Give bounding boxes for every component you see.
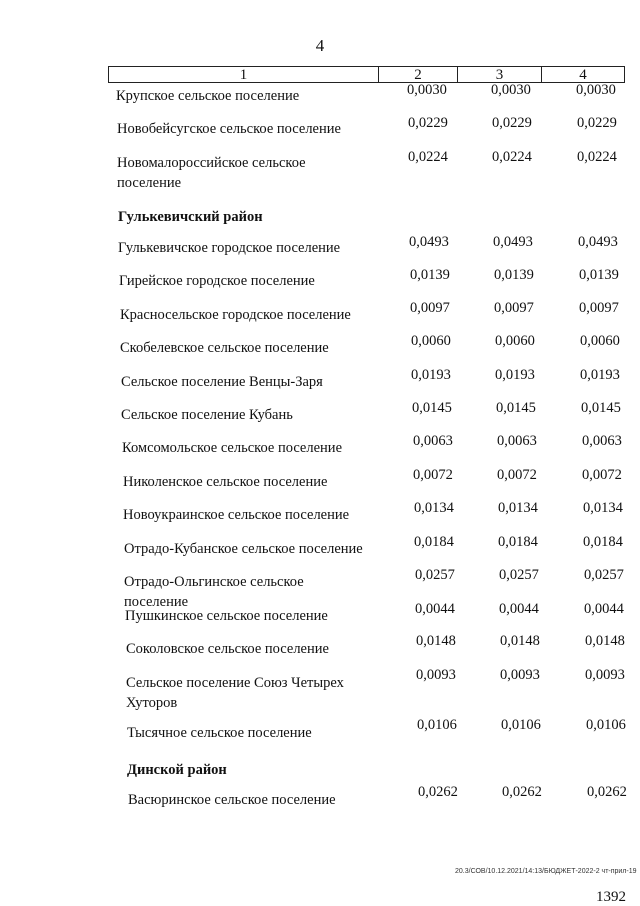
value-col-2: 0,0262 bbox=[418, 784, 458, 800]
settlement-name: Новоукраинское сельское поселение bbox=[123, 507, 350, 523]
settlement-name: Сельское поселение Союз Четырех Хуторов bbox=[126, 675, 344, 711]
value-col-2: 0,0257 bbox=[415, 567, 455, 583]
value-col-4: 0,0044 bbox=[584, 601, 624, 617]
value-col-4: 0,0193 bbox=[580, 367, 620, 383]
value-col-4: 0,0063 bbox=[582, 433, 622, 449]
value-col-2: 0,0097 bbox=[410, 300, 450, 316]
settlement-name: Васюринское сельское поселение bbox=[128, 792, 336, 808]
value-col-4: 0,0262 bbox=[587, 784, 627, 800]
page-number: 4 bbox=[315, 36, 325, 55]
sheet-number: 1392 bbox=[596, 889, 626, 905]
table-header bbox=[108, 66, 625, 83]
value-col-2: 0,0493 bbox=[409, 234, 449, 250]
value-col-4: 0,0072 bbox=[582, 467, 622, 483]
value-col-4: 0,0060 bbox=[580, 333, 620, 349]
header-col-3: 3 bbox=[458, 67, 542, 82]
value-col-2: 0,0060 bbox=[411, 333, 451, 349]
value-col-2: 0,0184 bbox=[414, 534, 454, 550]
settlement-name: Комсомольское сельское поселение bbox=[122, 440, 342, 456]
value-col-3: 0,0134 bbox=[498, 500, 538, 516]
section-heading: Гулькевичский район bbox=[118, 209, 263, 225]
section-heading: Динской район bbox=[127, 762, 227, 778]
settlement-name: Скобелевское сельское поселение bbox=[120, 340, 329, 356]
value-col-2: 0,0224 bbox=[408, 149, 448, 165]
value-col-4: 0,0030 bbox=[576, 82, 616, 98]
settlement-name: Сельское поселение Венцы-Заря bbox=[121, 374, 323, 390]
header-col-1: 1 bbox=[109, 67, 379, 82]
value-col-2: 0,0072 bbox=[413, 467, 453, 483]
settlement-name: Тысячное сельское поселение bbox=[127, 725, 312, 741]
value-col-3: 0,0262 bbox=[502, 784, 542, 800]
value-col-2: 0,0044 bbox=[415, 601, 455, 617]
header-col-2: 2 bbox=[379, 67, 458, 82]
value-col-3: 0,0224 bbox=[492, 149, 532, 165]
value-col-3: 0,0106 bbox=[501, 717, 541, 733]
value-col-4: 0,0493 bbox=[578, 234, 618, 250]
value-col-4: 0,0093 bbox=[585, 667, 625, 683]
settlement-name: Сельское поселение Кубань bbox=[121, 407, 293, 423]
value-col-3: 0,0145 bbox=[496, 400, 536, 416]
value-col-2: 0,0148 bbox=[416, 633, 456, 649]
value-col-4: 0,0229 bbox=[577, 115, 617, 131]
value-col-4: 0,0106 bbox=[586, 717, 626, 733]
value-col-3: 0,0229 bbox=[492, 115, 532, 131]
value-col-3: 0,0139 bbox=[494, 267, 534, 283]
settlement-name: Новобейсугское сельское поселение bbox=[117, 121, 341, 137]
value-col-2: 0,0030 bbox=[407, 82, 447, 98]
value-col-4: 0,0134 bbox=[583, 500, 623, 516]
value-col-4: 0,0184 bbox=[583, 534, 623, 550]
value-col-3: 0,0257 bbox=[499, 567, 539, 583]
settlement-name: Соколовское сельское поселение bbox=[126, 641, 329, 657]
value-col-3: 0,0193 bbox=[495, 367, 535, 383]
value-col-3: 0,0184 bbox=[498, 534, 538, 550]
value-col-3: 0,0063 bbox=[497, 433, 537, 449]
value-col-4: 0,0257 bbox=[584, 567, 624, 583]
value-col-3: 0,0093 bbox=[500, 667, 540, 683]
settlement-name: Новомалороссийское сельское поселение bbox=[117, 155, 306, 191]
value-col-3: 0,0493 bbox=[493, 234, 533, 250]
value-col-4: 0,0145 bbox=[581, 400, 621, 416]
value-col-2: 0,0229 bbox=[408, 115, 448, 131]
settlement-name: Красносельское городское поселение bbox=[120, 307, 351, 323]
value-col-2: 0,0139 bbox=[410, 267, 450, 283]
settlement-name: Крупское сельское поселение bbox=[116, 88, 300, 104]
value-col-2: 0,0145 bbox=[412, 400, 452, 416]
value-col-2: 0,0193 bbox=[411, 367, 451, 383]
value-col-3: 0,0072 bbox=[497, 467, 537, 483]
settlement-name: Пушкинское сельское поселение bbox=[125, 608, 328, 624]
value-col-3: 0,0097 bbox=[494, 300, 534, 316]
settlement-name: Гулькевичское городское поселение bbox=[118, 240, 341, 256]
value-col-4: 0,0097 bbox=[579, 300, 619, 316]
settlement-name: Гирейское городское поселение bbox=[119, 273, 315, 289]
value-col-3: 0,0148 bbox=[500, 633, 540, 649]
value-col-3: 0,0030 bbox=[491, 82, 531, 98]
header-col-4: 4 bbox=[579, 67, 587, 83]
value-col-2: 0,0093 bbox=[416, 667, 456, 683]
value-col-4: 0,0139 bbox=[579, 267, 619, 283]
value-col-2: 0,0063 bbox=[413, 433, 453, 449]
value-col-2: 0,0134 bbox=[414, 500, 454, 516]
value-col-3: 0,0060 bbox=[495, 333, 535, 349]
settlement-name: Николенское сельское поселение bbox=[123, 474, 328, 490]
value-col-4: 0,0224 bbox=[577, 149, 617, 165]
settlement-name: Отрадо-Кубанское сельское поселение bbox=[124, 541, 363, 557]
footer-code: 20.3/СОВ/10.12.2021/14:13/БЮДЖЕТ-2022-2 чт-прил-19 bbox=[455, 868, 637, 875]
value-col-4: 0,0148 bbox=[585, 633, 625, 649]
settlement-name: Отрадо-Ольгинское сельское поселение bbox=[124, 574, 304, 610]
value-col-2: 0,0106 bbox=[417, 717, 457, 733]
value-col-3: 0,0044 bbox=[499, 601, 539, 617]
